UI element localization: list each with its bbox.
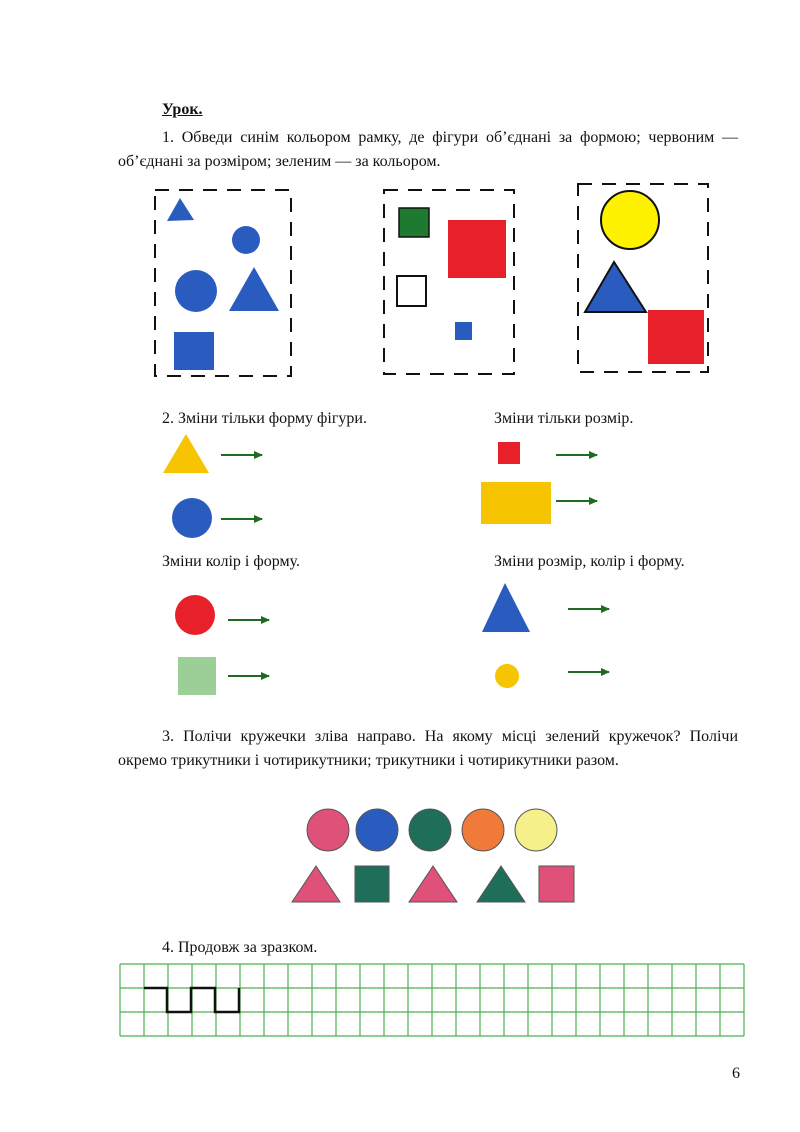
- task4-text: 4. Продовж за зразком.: [162, 939, 318, 956]
- lesson-title: Урок.: [162, 101, 203, 118]
- task2-change-shape-label: 2. Зміни тільки форму фігури.: [162, 410, 367, 427]
- task3-text: 3. Полічи кружечки зліва направо. На якому місці зелений кружечок? Полічи окремо трикутники і чотирикутники; трикутники і чотирикутники разом.: [118, 728, 738, 769]
- grid-lines: [120, 964, 744, 1036]
- task2-change-size-label: Зміни тільки розмір.: [494, 410, 634, 427]
- sample-pattern-line: [144, 988, 239, 1012]
- page-number: 6: [732, 1065, 740, 1082]
- task2-change-size-color-shape-label: Зміни розмір, колір і форму.: [494, 553, 685, 570]
- task1-text: 1. Обведи синім кольором рамку, де фігури об’єднані за формою; червоним — об’єднані за розміром; зеленим — за кольором.: [118, 129, 738, 170]
- task2-change-color-shape-label: Зміни колір і форму.: [162, 553, 300, 570]
